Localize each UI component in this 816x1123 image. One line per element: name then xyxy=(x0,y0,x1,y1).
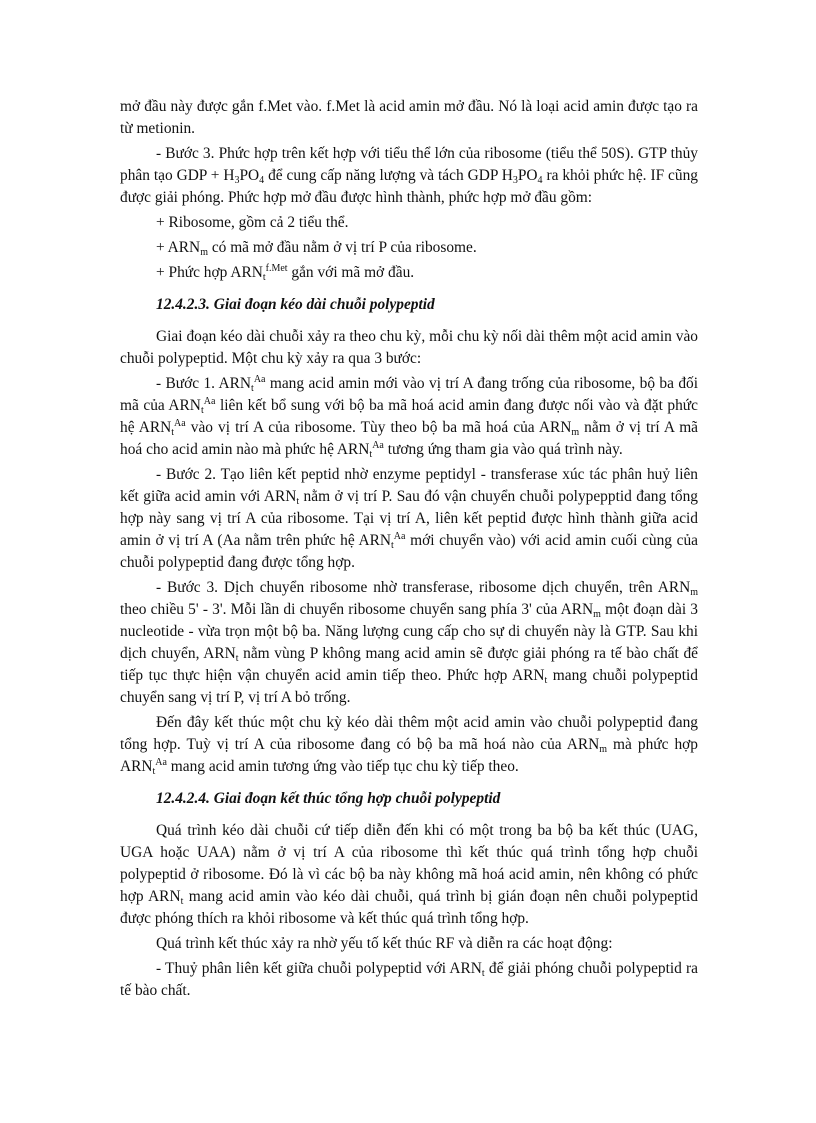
list-item-arn-t-fmet: + Phức hợp $ARN_t^{f.Met}$ gắn với mã mở đầu. xyxy=(156,263,415,283)
paragraph-intro: mở đầu này được gắn f.Met vào. f.Met là acid amin mở đầu. Nó là loại acid amin được tạo ra từ metionin. xyxy=(120,98,698,137)
paragraph-elongation-step2: - Bước 2. Tạo liên kết peptid nhờ enzyme peptidyl - transferase xúc tác phân huỷ liên kết giữa acid amin với $ARN_t$ nằm ở vị trí P. Sau đó vận chuyển chuỗi polypepptid đang tổng hợp này sang vị trí A của ribosome. Tại vị trí A, liên kết peptid được hình thành giữa acid amin ở vị trí A (Aa nằm trên phức hệ $ARN_t^{Aa}$ mới chuyển vào) với acid amin cuối cùng của chuỗi polypeptid đang được tổng hợp. xyxy=(120,466,698,571)
section-heading-termination: 12.4.2.4. Giai đoạn kết thúc tổng hợp chuỗi polypeptid xyxy=(156,790,501,807)
document-page xyxy=(120,96,698,1005)
paragraph-termination-rf: Quá trình kết thúc xảy ra nhờ yếu tố kết thúc RF và diễn ra các hoạt động: xyxy=(156,935,613,952)
paragraph-elongation-step3: - Bước 3. Dịch chuyển ribosome nhờ transferase, ribosome dịch chuyển, trên $ARN_m$ theo chiều 5' - 3'. Mỗi lần di chuyển ribosome chuyển sang phía 3' của $ARN_m$ một đoạn dài 3 nucleotide - vừa trọn một bộ ba. Năng lượng cung cấp cho sự di chuyển này là GTP. Sau khi dịch chuyển, $ARN_t$ nằm vùng P không mang acid amin sẽ được giải phóng ra tế bào chất để tiếp tục thực hiện vận chuyển acid amin tiếp theo. Phức hợp $ARN_t$ mang chuỗi polypeptid chuyển sang vị trí P, vị trí A bỏ trống. xyxy=(120,579,699,706)
list-item-arn-m: + $ARN_m$ có mã mở đầu nằm ở vị trí P của ribosome. xyxy=(156,239,477,258)
paragraph-elongation-step1: - Bước 1. $ARN_t^{Aa}$ mang acid amin mới vào vị trí A đang trống của ribosome, bộ ba đối mã của $ARN_t^{Aa}$ liên kết bổ sung với bộ ba mã hoá acid amin đang được nối vào và đặt phức hệ $ARN_t^{Aa}$ vào vị trí A của ribosome. Tùy theo bộ ba mã hoá của $ARN_m$ nằm ở vị trí A mã hoá cho acid amin nào mà phức hệ $ARN_t^{Aa}$ tương ứng tham gia vào quá trình này. xyxy=(120,374,698,460)
section-heading-elongation: 12.4.2.3. Giai đoạn kéo dài chuỗi polypeptid xyxy=(156,296,435,313)
paragraph-elongation-summary: Đến đây kết thúc một chu kỳ kéo dài thêm một acid amin vào chuỗi polypeptid đang tổng hợp. Tuỳ vị trí A của ribosome đang có bộ ba mã hoá nào của $ARN_m$ mà phức hợp $ARN_t^{Aa}$ mang acid amin tương ứng vào tiếp tục chu kỳ tiếp theo. xyxy=(120,714,698,777)
paragraph-termination-intro: Quá trình kéo dài chuỗi cứ tiếp diễn đến khi có một trong ba bộ ba kết thúc (UAG, UGA hoặc UAA) nằm ở vị trí A của ribosome thì kết thúc quá trình tổng hợp chuỗi polypeptid ở ribosome. Đó là vì các bộ ba này không mã hoá acid amin, nên không có phức hợp $ARN_t$ mang acid amin vào kéo dài chuỗi, quá trình bị gián đoạn nên chuỗi polypeptid được phóng thích ra khỏi ribosome và kết thúc quá trình tổng hợp. xyxy=(120,822,698,927)
list-item-ribosome: + Ribosome, gồm cả 2 tiểu thể. xyxy=(156,214,349,231)
paragraph-termination-hydrolysis: - Thuỷ phân liên kết giữa chuỗi polypeptid với $ARN_t$ để giải phóng chuỗi polypeptid ra tế bào chất. xyxy=(120,960,699,999)
paragraph-step3-complex: - Bước 3. Phức hợp trên kết hợp với tiểu thể lớn của ribosome (tiểu thể 50S). GTP thủy phân tạo GDP + $H_3PO_4$ để cung cấp năng lượng và tách GDP $H_3PO_4$ ra khỏi phức hệ. IF cũng được giải phóng. Phức hợp mở đầu được hình thành, phức hợp mở đầu gồm: xyxy=(120,145,698,206)
paragraph-elongation-intro: Giai đoạn kéo dài chuỗi xảy ra theo chu kỳ, mỗi chu kỳ nối dài thêm một acid amin vào chuỗi polypeptid. Một chu kỳ xảy ra qua 3 bước: xyxy=(120,328,698,367)
